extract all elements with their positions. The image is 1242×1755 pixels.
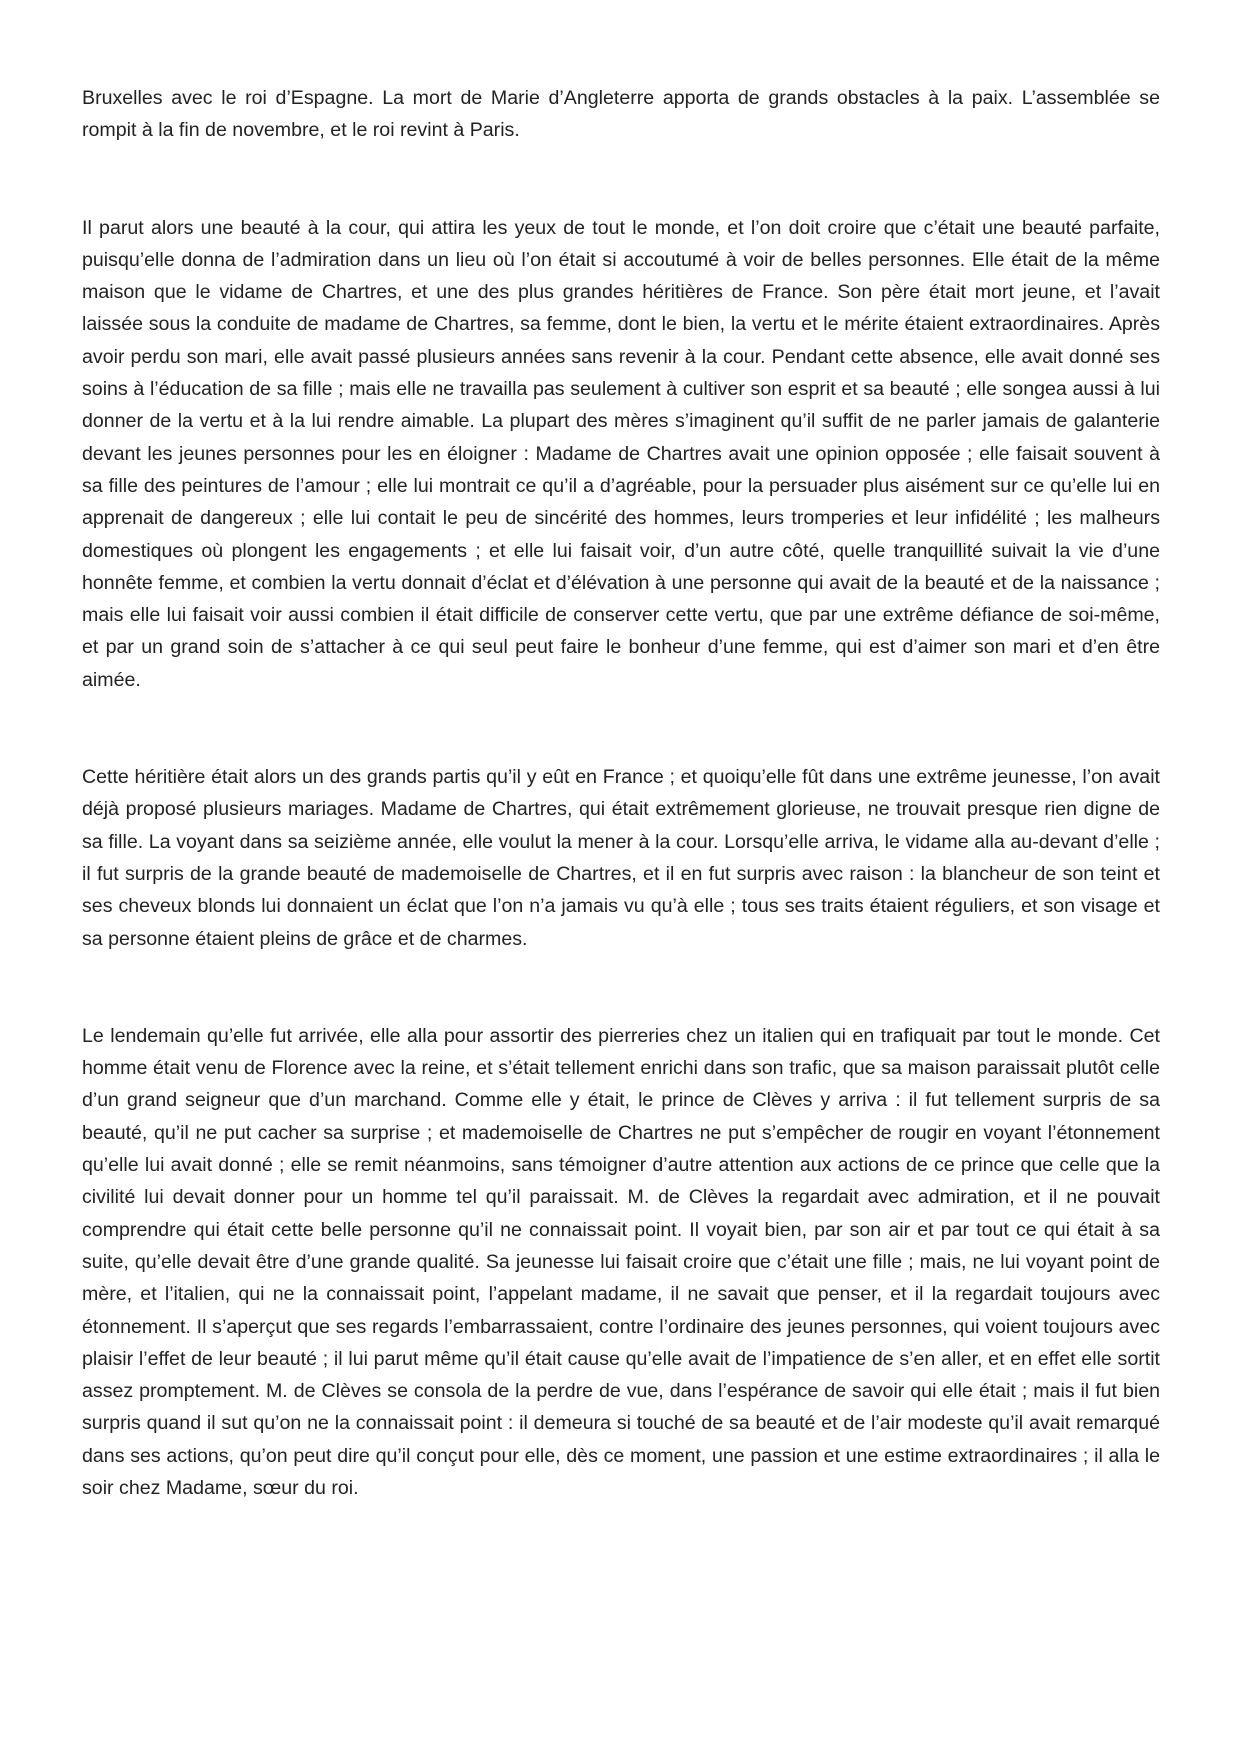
paragraph-4: Le lendemain qu’elle fut arrivée, elle alla pour assortir des pierreries chez un italien qui en trafiquait par tout le monde. Cet homme était venu de Florence avec la reine, et s’était tellement enrichi dans son trafic, que sa maison paraissait plutôt celle d’un grand seigneur que d’un marchand. Comme elle y était, le prince de Clèves y arriva : il fut tellement surpris de sa beauté, qu’il ne put cacher sa surprise ; et mademoiselle de Chartres ne put s’empêcher de rougir en voyant l’étonnement qu’elle lui avait donné ; elle se remit néanmoins, sans témoigner d’autre attention aux actions de ce prince que celle que la civilité lui devait donner pour un homme tel qu’il paraissait. M. de Clèves la regardait avec admiration, et il ne pouvait comprendre qui était cette belle personne qu’il ne connaissait point. Il voyait bien, par son air et par tout ce qui était à sa suite, qu’elle devait être d’une grande qualité. Sa jeunesse lui faisait croire que c’était une fille ; mais, ne lui voyant point de mère, et l’italien, qui ne la connaissait point, l’appelant madame, il ne savait que penser, et il la regardait toujours avec étonnement. Il s’aperçut que ses regards l’embarrassaient, contre l’ordinaire des jeunes personnes, qui voient toujours avec plaisir l’effet de leur beauté ; il lui parut même qu’il était cause qu’elle avait de l’impatience de s’en aller, et en effet elle sortit assez promptement. M. de Clèves se consola de la perdre de vue, dans l’espérance de savoir qui elle était ; mais il fut bien surpris quand il sut qu’on ne la connaissait point : il demeura si touché de sa beauté et de l’air modeste qu’il avait remarqué dans ses actions, qu’on peut dire qu’il conçut pour elle, dès ce moment, une passion et une estime extraordinaires ; il alla le soir chez Madame, sœur du roi. [82,1024,1160,1499]
paragraph-2: Il parut alors une beauté à la cour, qui attira les yeux de tout le monde, et l’on doit croire que c’était une beauté parfaite, puisqu’elle donna de l’admiration dans un lieu où l’on était si accoutumé à voir de belles personnes. Elle était de la même maison que le vidame de Chartres, et une des plus grandes héritières de France. Son père était mort jeune, et l’avait laissée sous la conduite de madame de Chartres, sa femme, dont le bien, la vertu et le mérite étaient extraordinaires. Après avoir perdu son mari, elle avait passé plusieurs années sans revenir à la cour. Pendant cette absence, elle avait donné ses soins à l’éducation de sa fille ; mais elle ne travailla pas seulement à cultiver son esprit et sa beauté ; elle songea aussi à lui donner de la vertu et à la lui rendre aimable. La plupart des mères s’imaginent qu’il suffit de ne parler jamais de galanterie devant les jeunes personnes pour les en éloigner : Madame de Chartres avait une opinion opposée ; elle faisait souvent à sa fille des peintures de l’amour ; elle lui montrait ce qu’il a d’agréable, pour la persuader plus aisément sur ce qu’elle lui en apprenait de dangereux ; elle lui contait le peu de sincérité des hommes, leurs tromperies et leur infidélité ; les malheurs domestiques où plongent les engagements ; et elle lui faisait voir, d’un autre côté, quelle tranquillité suivait la vie d’une honnête femme, et combien la vertu donnait d’éclat et d’élévation à une personne qui avait de la beauté et de la naissance ; mais elle lui faisait voir aussi combien il était difficile de conserver cette vertu, que par une extrême défiance de soi-même, et par un grand soin de s’attacher à ce qui seul peut faire le bonheur d’une femme, qui est d’aimer son mari et d’en être aimée. [82,216,1160,691]
document-page [82,82,1160,1504]
paragraph-1: Bruxelles avec le roi d’Espagne. La mort de Marie d’Angleterre apporta de grands obstacles à la paix. L’assemblée se rompit à la fin de novembre, et le roi revint à Paris. [82,87,1160,142]
paragraph-3: Cette héritière était alors un des grands partis qu’il y eût en France ; et quoiqu’elle fût dans une extrême jeunesse, l’on avait déjà proposé plusieurs mariages. Madame de Chartres, qui était extrêmement glorieuse, ne trouvait presque rien digne de sa fille. La voyant dans sa seizième année, elle voulut la mener à la cour. Lorsqu’elle arriva, le vidame alla au-devant d’elle ; il fut surpris de la grande beauté de mademoiselle de Chartres, et il en fut surpris avec raison : la blancheur de son teint et ses cheveux blonds lui donnaient un éclat que l’on n’a jamais vu qu’à elle ; tous ses traits étaient réguliers, et son visage et sa personne étaient pleins de grâce et de charmes. [82,766,1160,950]
